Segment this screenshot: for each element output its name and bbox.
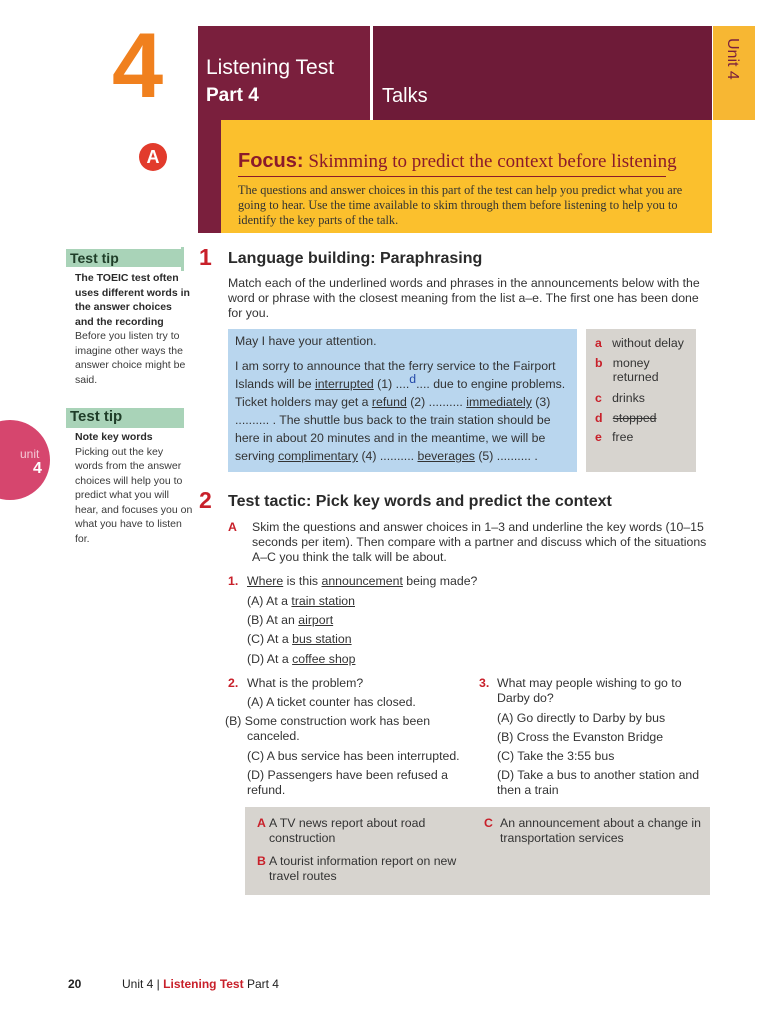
handwritten-answer: d <box>409 372 417 386</box>
title-line2: Part 4 <box>206 85 259 106</box>
question-number: 1. <box>228 574 239 588</box>
announcement-line: May I have your attention. <box>235 334 377 348</box>
footer-unit: Unit 4 | <box>122 977 160 991</box>
answer-option: (D) Take a bus to another station and then a train <box>497 768 700 797</box>
section-title: Test tactic: Pick key words and predict the context <box>228 493 612 510</box>
choice-item <box>595 411 657 425</box>
footer-running-head <box>122 977 279 991</box>
choice-letter: a <box>595 336 602 350</box>
answer-option: (C) A bus service has been interrupted. <box>247 749 460 763</box>
section-instruction: Match each of the underlined words and phrases in the announcements below with the word or phrase with the closest meaning from the list a–e. The first one has been done for you. <box>228 276 700 320</box>
choices-box <box>586 329 696 472</box>
choice-letter: e <box>595 430 602 444</box>
situation-text: A tourist information report on new travel routes <box>269 854 457 883</box>
answer-option: (C) Take the 3:55 bus <box>497 749 615 763</box>
test-tip-bold: The TOEIC test often uses different words in the answer choices and the recording <box>75 272 190 328</box>
opt-text: (B) At an <box>247 613 299 627</box>
unit-badge-label: unit <box>20 447 40 461</box>
announcement-text <box>235 357 571 465</box>
answer-option: (A) Go directly to Darby by bus <box>497 711 666 725</box>
key-word: airport <box>298 613 334 627</box>
answer-option: (B) Some construction work has been canceled. <box>225 714 431 743</box>
section-letter-badge: A <box>139 143 167 171</box>
focus-side-bar <box>198 120 221 233</box>
ann-text: (5) .......... . <box>474 449 538 463</box>
section-number: 1 <box>199 244 212 270</box>
page-number: 20 <box>68 977 82 991</box>
section-number: 2 <box>199 487 212 513</box>
test-tip-bold: Note key words <box>75 431 153 443</box>
choice-item <box>595 356 691 384</box>
footer-part: Part 4 <box>246 977 279 991</box>
ann-keyword: beverages <box>417 449 475 463</box>
unit-number: 4 <box>112 15 164 117</box>
section-title: Language building: Paraphrasing <box>228 250 483 267</box>
answer-option: (D) Passengers have been refused a refund. <box>247 768 448 797</box>
test-tip-text: Picking out the key words from the answer choices will help you to predict what you will hear, and focuses you on what you have to listen for. <box>75 445 193 545</box>
ann-text: I am sorry to announce that the ferry service to the Fairport Islands will be <box>235 359 556 391</box>
situation-letter: C <box>484 816 493 830</box>
task-letter: A <box>228 520 237 534</box>
answer-option <box>247 594 355 609</box>
choice-letter: d <box>595 411 603 425</box>
key-word: train station <box>291 594 355 608</box>
ann-keyword: interrupted <box>314 377 374 391</box>
situation-text: A TV news report about road construction <box>269 816 426 845</box>
title-line1: Listening Test <box>206 56 335 79</box>
situations-box <box>245 807 710 895</box>
ann-keyword: immediately <box>466 395 532 409</box>
choice-letter: c <box>595 391 602 405</box>
ann-text: (4) .......... <box>358 449 418 463</box>
ann-text: .... due to engine problems. Ticket holders may get a <box>235 377 566 409</box>
ann-text: (2) .......... <box>406 395 467 409</box>
answer-option <box>247 613 333 628</box>
test-tip-text: Before you listen try to imagine other ways the answer choice might be said. <box>75 330 186 386</box>
situation-letter: A <box>257 816 266 830</box>
answer-option: (A) A ticket counter has closed. <box>247 695 416 709</box>
answer-option <box>247 632 352 647</box>
ann-keyword: refund <box>371 395 407 409</box>
focus-rule <box>238 176 666 177</box>
key-word: bus station <box>292 632 352 646</box>
choice-text: drinks <box>612 391 645 405</box>
test-tip-body <box>75 271 193 387</box>
choice-text: stopped <box>612 411 657 425</box>
choice-text: money returned <box>612 356 659 384</box>
test-tip-heading: Test tip <box>66 249 184 267</box>
question-number: 2. <box>228 676 239 690</box>
question-text: What is the problem? <box>247 676 364 690</box>
header-title-block <box>198 26 370 120</box>
choice-item <box>595 430 633 444</box>
q-text: being made? <box>402 574 478 588</box>
announcement-box <box>228 329 577 472</box>
focus-title <box>238 150 677 173</box>
choice-item <box>595 336 684 350</box>
opt-text: (D) At a <box>247 652 293 666</box>
key-word: announcement <box>321 574 403 588</box>
question-number: 3. <box>479 676 490 690</box>
focus-heading: Skimming to predict the context before listening <box>308 151 677 172</box>
focus-body: The questions and answer choices in this part of the test can help you predict what you are going to hear. Use the time available to skim through them before listening to help you to identify the key parts of the talk. <box>238 183 683 227</box>
choice-letter: b <box>595 356 603 370</box>
focus-label: Focus: <box>238 150 304 172</box>
header-subtitle-block <box>373 26 712 120</box>
ann-keyword: complimentary <box>278 449 359 463</box>
answer-option: (B) Cross the Evanston Bridge <box>497 730 664 744</box>
subtitle: Talks <box>382 85 428 107</box>
choice-text: without delay <box>612 336 684 350</box>
unit-tab <box>713 26 755 120</box>
footer-section: Listening Test <box>163 977 244 991</box>
choice-text: free <box>612 430 634 444</box>
ann-text: (3) .......... . The shuttle bus back to the train station should be here in about 20 minutes and in the meantime, we will be serving <box>235 395 551 463</box>
q-text: is this <box>283 574 322 588</box>
opt-text: (A) At a <box>247 594 292 608</box>
key-word: Where <box>247 574 284 588</box>
unit-tab-label: Unit 4 <box>724 38 741 80</box>
test-tip-heading: Test tip <box>66 408 184 428</box>
question-text: What may people wishing to go to Darby do? <box>497 676 682 705</box>
choice-item <box>595 391 645 405</box>
opt-text: (C) At a <box>247 632 293 646</box>
answer-option <box>247 652 355 667</box>
task-instruction: Skim the questions and answer choices in 1–3 and underline the key words (10–15 seconds per item). Then compare with a partner and discuss which of the situations A–C you think the talk will be about. <box>252 520 707 564</box>
unit-badge-number: 4 <box>33 460 42 477</box>
test-tip-body <box>75 430 193 546</box>
ann-text: (1) .... <box>373 377 410 391</box>
situation-letter: B <box>257 854 266 868</box>
situation-text: An announcement about a change in transportation services <box>500 816 702 845</box>
question-text <box>247 574 477 589</box>
key-word: coffee shop <box>292 652 356 666</box>
